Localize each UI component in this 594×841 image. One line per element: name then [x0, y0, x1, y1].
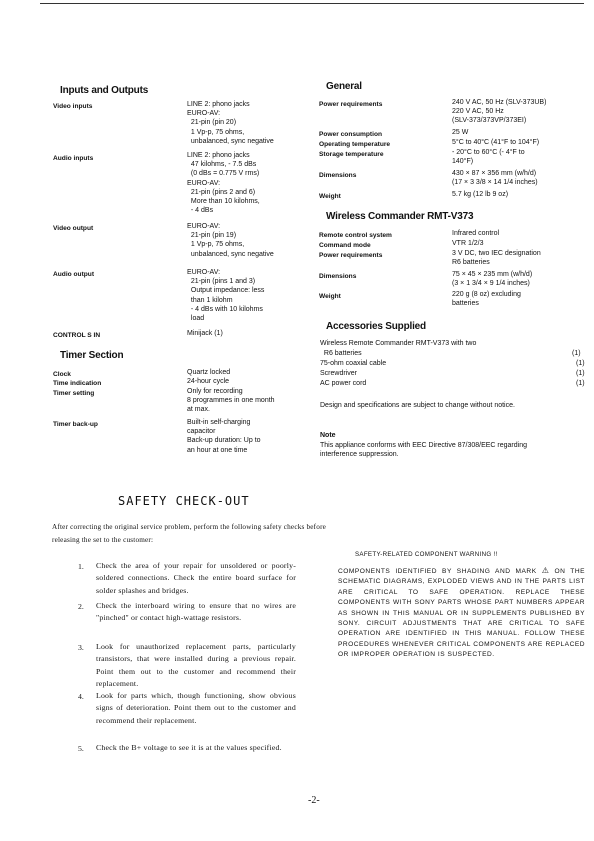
check-number: 1. [78, 562, 84, 571]
spec-label: Audio output [53, 271, 95, 278]
spec-label: Operating temperature [319, 141, 391, 148]
inputs-outputs-heading: Inputs and Outputs [60, 85, 149, 96]
spec-label: Remote control system [319, 232, 392, 239]
note-heading: Note [320, 432, 336, 439]
check-text: Look for parts which, though functioning, show obvious signs of deterioration. Point them out to the customer and recommend their replacement. [96, 691, 296, 725]
check-number: 4. [78, 692, 84, 701]
accessory-count: (1) [576, 360, 585, 367]
spec-label: Power requirements [319, 101, 383, 108]
accessory-item: 75-ohm coaxial cable [320, 360, 387, 367]
spec-label: Weight [319, 293, 341, 300]
accessories-heading: Accessories Supplied [326, 321, 426, 332]
spec-value: Quartz locked [187, 369, 231, 376]
warning-triangle-icon: ⚠ [541, 566, 550, 575]
spec-value: - 20°C to 60°C (- 4°F to 140°F) [452, 149, 525, 166]
spec-label: Weight [319, 193, 341, 200]
spec-value: Built-in self-charging capacitor Back-up duration: Up to an hour at one time [187, 419, 261, 454]
spec-label: Clock [53, 371, 71, 378]
spec-label: Video inputs [53, 103, 93, 110]
spec-value: EURO-AV: 21-pin (pin 19) 1 Vp-p, 75 ohms, unbalanced, sync negative [187, 223, 274, 258]
spec-value: 24-hour cycle [187, 378, 230, 385]
spec-value: 240 V AC, 50 Hz (SLV-373UB) 220 V AC, 50 Hz (SLV-373/373VP/373EI) [452, 99, 547, 125]
spec-value: LINE 2: phono jacks 47 kilohms, - 7.5 dBs (0 dBs = 0.775 V rms) EURO-AV: 21-pin (pins 2 and 6) More than 10 kilohms, - 4 dBs [187, 152, 260, 215]
accessory-item: AC power cord [320, 380, 367, 387]
accessory-item: Wireless Remote Commander RMT-V373 with two [320, 340, 477, 347]
page-number: -2- [308, 795, 320, 806]
warning-text [338, 567, 585, 661]
spec-label: Timer setting [53, 390, 95, 397]
spec-label: Timer back-up [53, 421, 98, 428]
spec-label: Command mode [319, 242, 371, 249]
general-heading: General [326, 81, 362, 92]
top-rule [40, 3, 584, 4]
spec-label: CONTROL S IN [53, 332, 101, 339]
spec-label: Video output [53, 225, 94, 232]
spec-value: 220 g (8 oz) excluding batteries [452, 291, 521, 308]
accessory-item: R6 batteries [320, 350, 362, 357]
accessory-count: (1) [576, 370, 585, 377]
check-number: 2. [78, 602, 84, 611]
spec-label: Power requirements [319, 252, 383, 259]
check-number: 5. [78, 744, 84, 753]
safety-title: SAFETY CHECK-OUT [118, 494, 250, 508]
safety-intro: After correcting the original service problem, perform the following safety checks before releasing the set to the customer: [52, 523, 327, 544]
check-text: Check the interboard wiring to ensure that no wires are "pinched" or contact high-wattage resistors. [96, 601, 296, 623]
spec-value: 5°C to 40°C (41°F to 104°F) [452, 139, 540, 146]
design-note: Design and specifications are subject to change without notice. [320, 402, 515, 409]
spec-label: Audio inputs [53, 155, 94, 162]
warning-text-b: ON THE SCHEMATIC DIAGRAMS, EXPLODED VIEWS AND IN THE PARTS LIST ARE CRITICAL TO SAFE OPERATION. REPLACE THESE COMPONENTS WITH SONY PARTS WHOSE PART NUMBERS APPEAR AS SHOWN IN THIS MANUAL OR IN SUPPLEMENTS PUBLISHED BY SONY. CIRCUIT ADJUSTMENTS THAT ARE CRITICAL TO SAFE OPERATION ARE IDENTIFIED IN THIS MANUAL. FOLLOW THESE PROCEDURES WHENEVER CRITICAL COMPONENTS ARE REPLACED OR IMPROPER OPERATION IS SUSPECTED. [338, 568, 585, 659]
check-text: Check the area of your repair for unsoldered or poorly-soldered connections. Check the entire board surface for solder splashes and bridges. [96, 561, 296, 595]
spec-value: VTR 1/2/3 [452, 240, 484, 247]
check-number: 3. [78, 643, 84, 652]
spec-value: Only for recording 8 programmes in one month at max. [187, 388, 275, 414]
spec-value: Infrared control [452, 230, 500, 237]
timer-section-heading: Timer Section [60, 350, 124, 361]
spec-value: 3 V DC, two IEC designation R6 batteries [452, 250, 541, 267]
accessory-count: (1) [576, 380, 585, 387]
spec-value: Minijack (1) [187, 330, 223, 337]
spec-value: LINE 2: phono jacks EURO-AV: 21-pin (pin 20) 1 Vp-p, 75 ohms, unbalanced, sync negative [187, 101, 274, 145]
spec-label: Storage temperature [319, 151, 384, 158]
check-text: Look for unauthorized replacement parts, particularly transistors, that were installed during a previous repair. Point them out to the customer and recommend their replacement. [96, 642, 296, 688]
spec-value: 5.7 kg (12 lb 9 oz) [452, 191, 509, 198]
spec-label: Dimensions [319, 172, 357, 179]
accessory-count: (1) [572, 350, 581, 357]
accessory-item: Screwdriver [320, 370, 357, 377]
spec-label: Dimensions [319, 273, 357, 280]
warning-title: SAFETY-RELATED COMPONENT WARNING !! [355, 551, 498, 558]
spec-value: 75 × 45 × 235 mm (w/h/d) (3 × 1 3/4 × 9 1/4 inches) [452, 271, 533, 288]
spec-label: Time indication [53, 380, 102, 387]
spec-label: Power consumption [319, 131, 383, 138]
wireless-heading: Wireless Commander RMT-V373 [326, 211, 474, 222]
note-text: This appliance conforms with EEC Directive 87/308/EEC regarding interference suppression. [320, 442, 527, 459]
warning-text-a: COMPONENTS IDENTIFIED BY SHADING AND MARK [338, 568, 537, 575]
spec-value: EURO-AV: 21-pin (pins 1 and 3) Output impedance: less than 1 kilohm - 4 dBs with 10 kilohms load [187, 269, 265, 323]
spec-value: 25 W [452, 129, 469, 136]
check-text: Check the B+ voltage to see it is at the values specified. [96, 743, 282, 752]
spec-value: 430 × 87 × 356 mm (w/h/d) (17 × 3 3/8 × 14 1/4 inches) [452, 170, 538, 187]
